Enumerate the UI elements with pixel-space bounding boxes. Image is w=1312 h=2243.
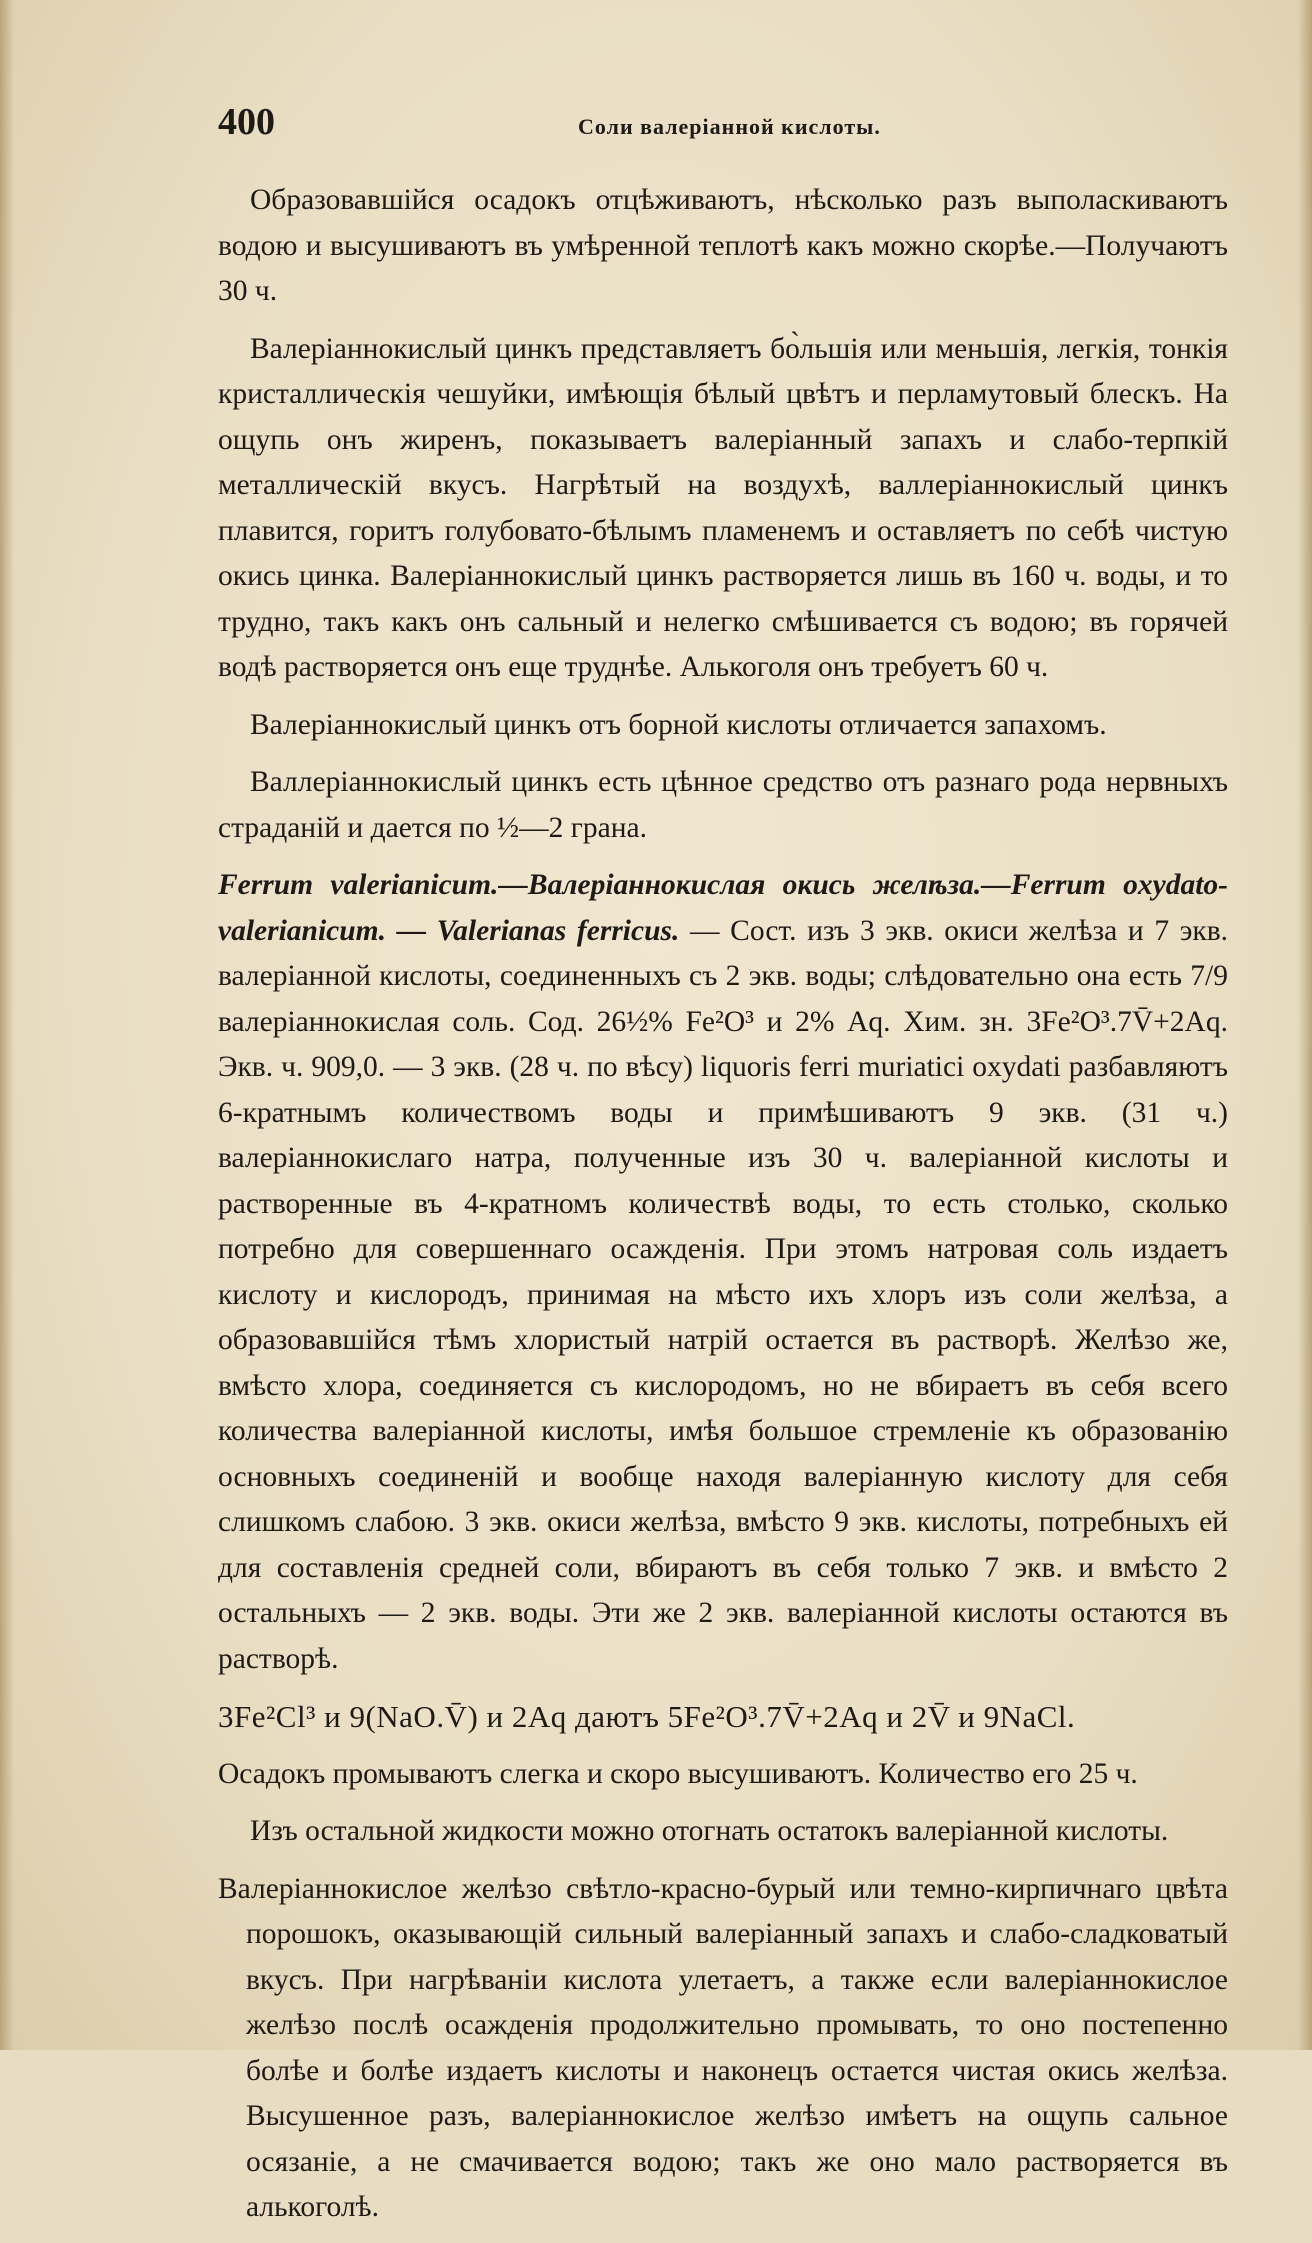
article-text: — Сост. изъ 3 экв. окиси желѣза и 7 экв. валеріанной кислоты, соединенныхъ съ 2 экв. воды; слѣдовательно она есть 7/9 валеріаннокислая соль. Сод. 26½% Fe²O³ и 2% Aq. Хим. зн. 3Fe²O³.7V̄+2Aq. Экв. ч. 909,0. — 3 экв. (28 ч. по вѣсу) liquoris ferri muriatici oxydati разбавляютъ 6-кратнымъ количествомъ воды и примѣшиваютъ 9 экв. (31 ч.) валеріаннокислаго натра, полученные изъ 30 ч. валеріанной кислоты и растворенные въ 4-кратномъ количествѣ воды, то есть столько, сколько потребно для совершеннаго осажденія. При этомъ натровая соль издаетъ кислоту и кислородъ, принимая на мѣсто ихъ хлоръ изъ соли желѣза, а образовавшійся тѣмъ хлористый натрій остается въ растворѣ. Желѣзо же, вмѣсто хлора, соединяется съ кислородомъ, но не вбираетъ въ себя всего количества валеріанной кислоты, имѣя большое стремленіе къ образованію основныхъ соединеній и вообще находя валеріанную кислоту для себя слишкомъ слабою. 3 экв. окиси желѣза, вмѣсто 9 экв. кислоты, потребныхъ ей для составленія средней соли, вбираютъ въ себя только 7 экв. и вмѣсто 2 остальныхъ — 2 экв. воды. Эти же 2 экв. валеріанной кислоты остаются въ растворѣ. — [218, 914, 1229, 1675]
page-left-edge — [0, 0, 14, 2050]
page-body — [218, 178, 1228, 2243]
paragraph-7: Валеріаннокислое желѣзо свѣтло-красно-бурый или темно-кирпичнаго цвѣта порошокъ, оказывающій сильный валеріанный запахъ и слабо-сладковатый вкусъ. При нагрѣваніи кислота улетаетъ, а также если валеріаннокислое желѣзо послѣ осажденія продолжительно промывать, то оно постепенно болѣе и болѣе издаетъ кислоты и наконецъ остается чистая окись желѣза. Высушенное разъ, валеріаннокислое желѣзо имѣетъ на ощупь сальное осязаніе, а не смачивается водою; такъ же оно мало растворяется въ алькоголѣ. — [218, 1872, 1228, 2223]
paragraph-2: Валеріаннокислый цинкъ представляетъ бо̀льшія или меньшія, легкія, тонкія кристаллическія чешуйки, имѣющія бѣлый цвѣтъ и перламутовый блескъ. На ощупь онъ жиренъ, показываетъ валеріанный запахъ и слабо-терпкій металлическій вкусъ. Нагрѣтый на воздухѣ, валлеріаннокислый цинкъ плавится, горитъ голубовато-бѣлымъ пламенемъ и оставляетъ по себѣ чистую окись цинка. Валеріаннокислый цинкъ растворяется лишь въ 160 ч. воды, и то трудно, такъ какъ онъ сальный и нелегко смѣшивается съ водою; въ горячей водѣ растворяется онъ еще труднѣе. Алькоголя онъ требуетъ 60 ч. — [218, 332, 1228, 683]
page-right-edge — [1298, 0, 1312, 2050]
running-head: Соли валеріанной кислоты. — [578, 114, 881, 139]
page-header — [218, 100, 1218, 150]
paragraph-4: Валлеріаннокислый цинкъ есть цѣнное средство отъ разнаго рода нервныхъ страданій и дается по ½—2 грана. — [218, 766, 1228, 844]
page-number: 400 — [218, 101, 275, 143]
reaction-formula: 3Fe²Cl³ и 9(NaO.V̄) и 2Aq даютъ 5Fe²O³.7V̄+2Aq и 2V̄ и 9NaCl. — [218, 1699, 1076, 1734]
paragraph-6: Изъ остальной жидкости можно отогнать остатокъ валеріанной кислоты. — [250, 1815, 1169, 1847]
article-ferrum-valerianicum — [218, 863, 1228, 1682]
article-heading: Ferrum valerianicum.—Валеріаннокислая окись желѣза.—Ferrum oxydato-valerianicum. — Valerianas ferricus. — [218, 869, 1228, 947]
paragraph-1: Образовавшійся осадокъ отцѣживаютъ, нѣсколько разъ выполаскиваютъ водою и высушиваютъ въ умѣренной теплотѣ какъ можно скорѣе.—Получаютъ 30 ч. — [218, 184, 1228, 307]
paragraph-5: Осадокъ промываютъ слегка и скоро высушиваютъ. Количество его 25 ч. — [218, 1757, 1138, 1790]
paragraph-3: Валеріаннокислый цинкъ отъ борной кислоты отличается запахомъ. — [250, 708, 1107, 741]
